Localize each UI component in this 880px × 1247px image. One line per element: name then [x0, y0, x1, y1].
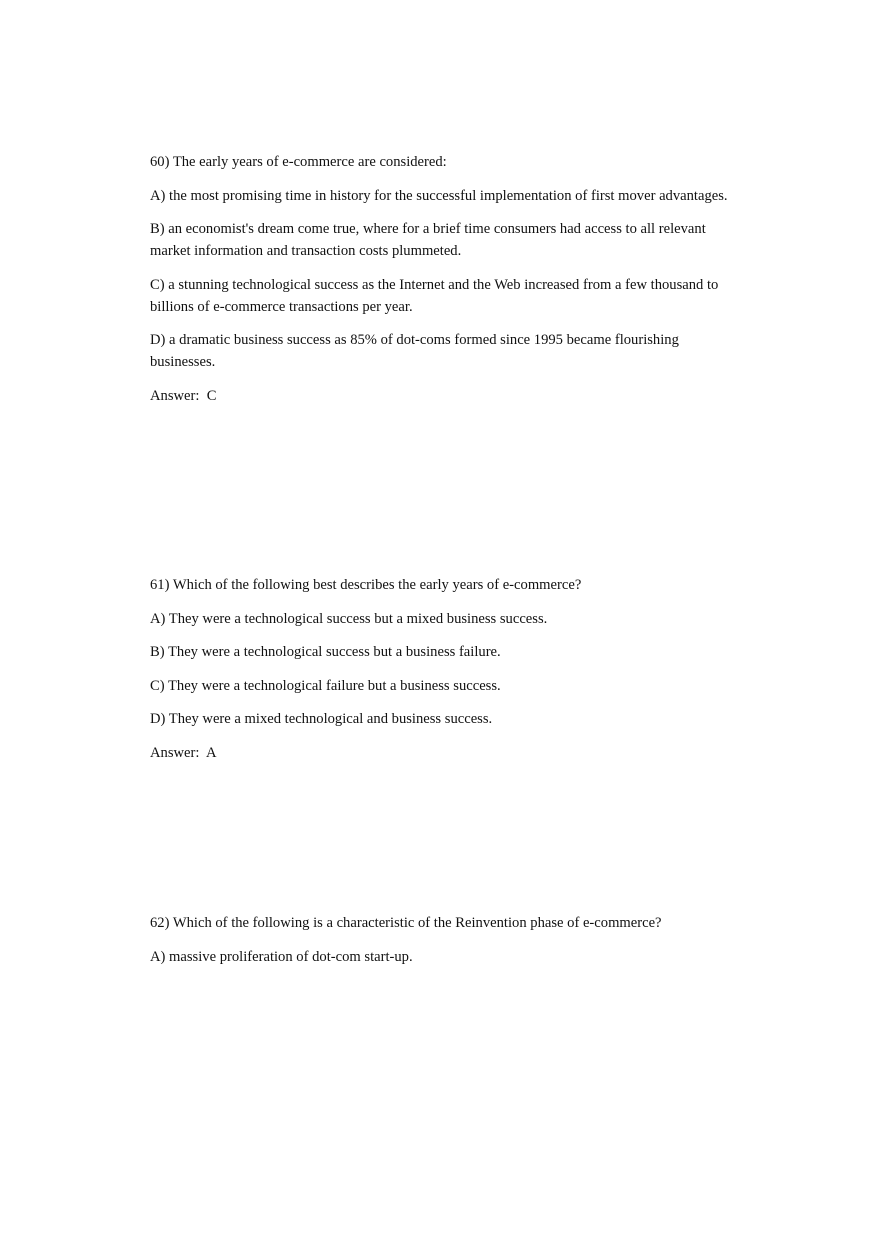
answer-value: C — [206, 387, 217, 404]
option-c: C) a stunning technological success as the Internet and the Web increased from a few thousand to billions of e-commerce transactions per year. — [150, 276, 719, 315]
question-61 — [150, 574, 740, 764]
option-b: B) They were a technological success but a business failure. — [150, 644, 501, 660]
question-stem: 62) Which of the following is a characteristic of the Reinvention phase of e-commerce? — [150, 915, 662, 931]
question-stem: 60) The early years of e-commerce are considered: — [150, 154, 447, 170]
option-a: A) the most promising time in history for the successful implementation of first mover advantages. — [150, 187, 728, 204]
option-d: D) a dramatic business success as 85% of dot-coms formed since 1995 became flourishing businesses. — [150, 332, 679, 370]
option-c: C) They were a technological failure but a business success. — [150, 677, 501, 694]
answer-label: Answer: — [150, 387, 200, 404]
option-d: D) They were a mixed technological and business success. — [150, 711, 493, 727]
answer-value: A — [205, 744, 217, 761]
option-b: B) an economist's dream come true, where for a brief time consumers had access to all relevant market information and transaction costs plummeted. — [150, 221, 706, 259]
option-a: A) massive proliferation of dot-com start-up. — [150, 948, 413, 965]
answer-line — [150, 385, 740, 407]
question-62 — [150, 912, 740, 979]
question-60 — [150, 151, 740, 407]
question-stem: 61) Which of the following best describes the early years of e-commerce? — [150, 577, 582, 593]
option-a: A) They were a technological success but a mixed business success. — [150, 610, 548, 627]
answer-line — [150, 742, 740, 764]
answer-label: Answer: — [150, 744, 200, 761]
